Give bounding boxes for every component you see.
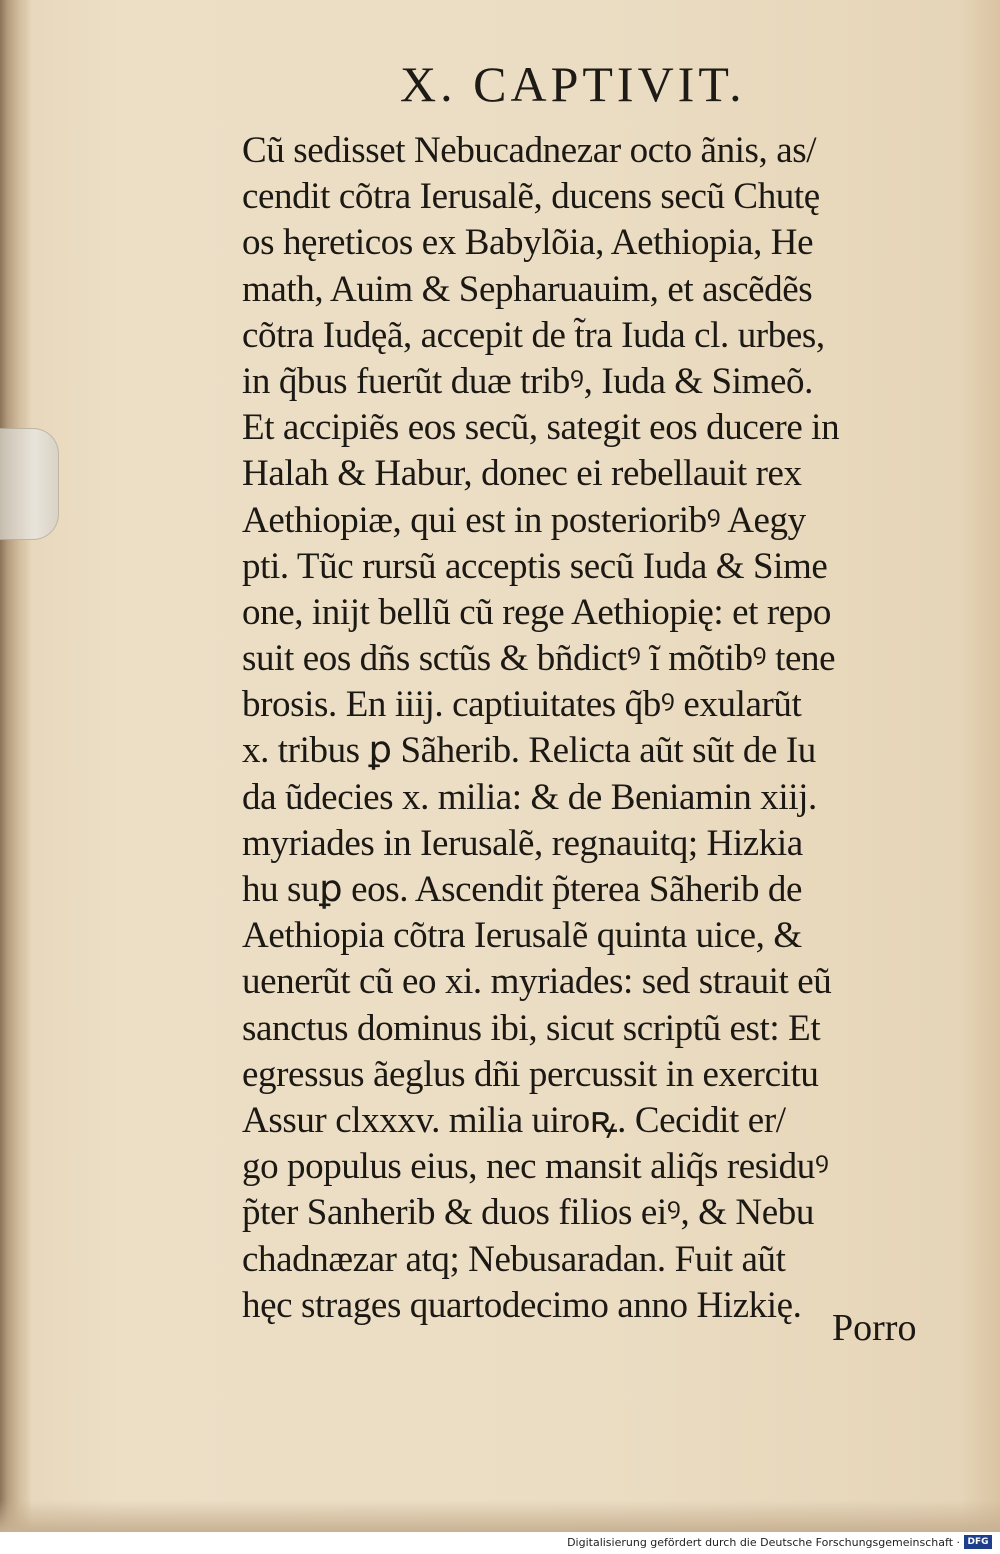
text-line: brosis. En iiij. captiuitates q̃bꝰ exularũt xyxy=(242,684,802,726)
text-line: cendit cõtra Ierusalẽ, ducens secũ Chutę xyxy=(242,176,820,218)
text-line: hu suꝑ eos. Ascendit p̃terea Sãherib de xyxy=(242,869,803,910)
text-line: x. tribus ꝑ Sãherib. Relicta aũt sũt de Iu xyxy=(242,730,816,772)
text-line: os hęreticos ex Babylõia, Aethiopia, He xyxy=(242,222,814,264)
text-line: egressus ãeglus dñi percussit in exercitu xyxy=(242,1053,819,1095)
text-line: Cũ sedisset Nebucadnezar octo ãnis, as/ xyxy=(242,130,817,171)
text-line: go populus eius, nec mansit aliq̃s residuꝰ xyxy=(242,1146,829,1188)
text-line: p̃ter Sanherib & duos filios eiꝰ, & Nebu xyxy=(242,1192,814,1234)
text-line: cõtra Iudęã, accepit de t̃ra Iuda cl. urbes, xyxy=(242,314,825,356)
text-line: pti. Tũc rursũ acceptis secũ Iuda & Sime xyxy=(242,545,828,587)
catchword: Porro xyxy=(832,1307,917,1349)
text-line: sanctus dominus ibi, sicut scriptũ est: Et xyxy=(242,1007,821,1049)
page-bottom-edge xyxy=(0,1500,1000,1532)
funding-notice: Digitalisierung gefördert durch die Deutsche Forschungsgemeinschaft · xyxy=(567,1536,960,1549)
text-line: Aethiopia cõtra Ierusalẽ quinta uice, & xyxy=(242,915,802,957)
footer-bar xyxy=(0,1532,1000,1554)
text-line: Et accipiẽs eos secũ, sategit eos ducere in xyxy=(242,407,840,449)
text-line: myriades in Ierusalẽ, regnauitq; Hizkia xyxy=(242,822,803,864)
text-line: one, inijt bellũ cũ rege Aethiopię: et repo xyxy=(242,591,832,633)
running-heading: X. CAPTIVIT. xyxy=(400,56,746,112)
text-line: da ũdecies x. milia: & de Beniamin xiij. xyxy=(242,776,817,818)
page-clip xyxy=(0,428,59,540)
text-line: suit eos dñs sctũs & bñdictꝰ ĩ mõtibꝰ tene xyxy=(242,638,836,680)
text-line: Assur clxxxv. milia uiroꝶ. Cecidit er/ xyxy=(242,1099,786,1141)
text-line: math, Auim & Sepharuauim, et ascẽdẽs xyxy=(242,268,813,310)
text-line: Aethiopiæ, qui est in posterioribꝰ Aegy xyxy=(242,499,806,541)
dfg-logo: DFG xyxy=(964,1535,992,1549)
text-line: uenerũt cũ eo xi. myriades: sed strauit eũ xyxy=(242,961,832,1003)
text-line: in q̃bus fuerũt duæ tribꝰ, Iuda & Simeõ. xyxy=(242,360,813,402)
text-line: hęc strages quartodecimo anno Hizkię. xyxy=(242,1284,802,1326)
text-line: Halah & Habur, donec ei rebellauit rex xyxy=(242,453,802,495)
page-spine-shadow xyxy=(0,0,32,1532)
text-line: chadnæzar atq; Nebusaradan. Fuit aũt xyxy=(242,1238,786,1280)
body-text xyxy=(242,128,962,1329)
